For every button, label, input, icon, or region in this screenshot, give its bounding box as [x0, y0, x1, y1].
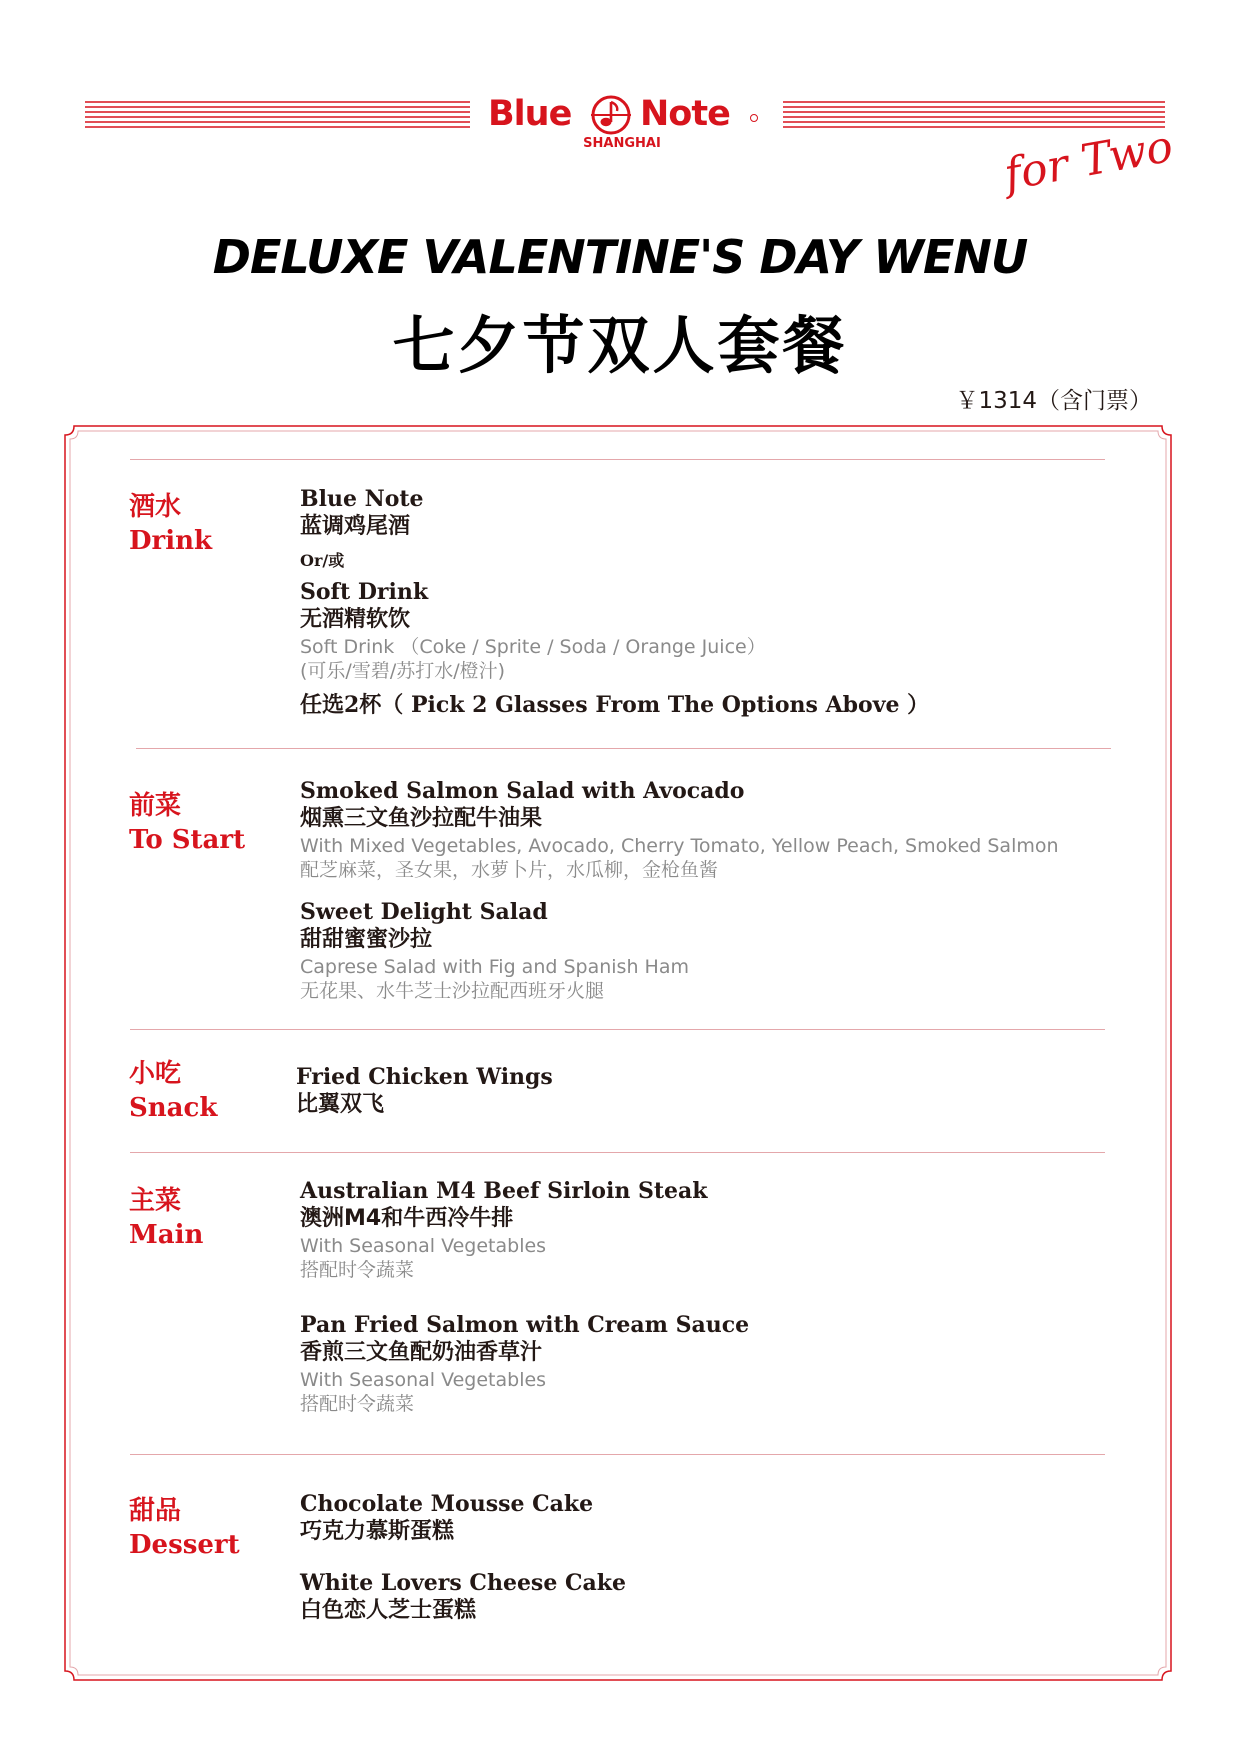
item-name-cn: 香煎三文鱼配奶油香草汁 [300, 1340, 543, 1365]
music-note-icon [590, 94, 632, 136]
menu-item-smoked-salmon-salad [300, 778, 1120, 882]
header-stripes-right [783, 100, 1165, 130]
item-name-cn: 无酒精软饮 [300, 607, 411, 632]
item-description-en: With Seasonal Vegetables [300, 1235, 547, 1257]
item-name-cn: 巧克力慕斯蛋糕 [300, 1519, 455, 1544]
category-label-cn: 主菜 [129, 1186, 182, 1216]
price-label: ￥1314（含门票） [955, 388, 1152, 414]
item-description-en: Caprese Salad with Fig and Spanish Ham [300, 956, 689, 978]
registered-mark-icon [750, 114, 758, 122]
item-name-en: White Lovers Cheese Cake [300, 1570, 626, 1596]
item-name-cn: 烟熏三文鱼沙拉配牛油果 [300, 806, 543, 831]
item-name-cn: 蓝调鸡尾酒 [300, 514, 411, 539]
category-drink [129, 490, 212, 558]
menu-item-soft-drink [300, 579, 1120, 683]
item-name-en: Australian M4 Beef Sirloin Steak [300, 1178, 708, 1204]
menu-item-sweet-delight-salad [300, 899, 1120, 1003]
pick-two-label: 任选2杯（ Pick 2 Glasses From The Options Above ） [300, 692, 930, 718]
category-snack [129, 1057, 217, 1125]
logo-word-blue: Blue [488, 94, 572, 134]
category-starter [129, 789, 245, 857]
category-label-en: To Start [129, 825, 246, 855]
category-label-en: Snack [129, 1093, 218, 1123]
item-name-cn: 澳洲M4和牛西冷牛排 [300, 1206, 514, 1231]
section-divider [130, 1454, 1105, 1455]
item-description-cn: 无花果、水牛芝士沙拉配西班牙火腿 [300, 980, 605, 1002]
or-separator [300, 548, 1120, 574]
item-description-en: With Mixed Vegetables, Avocado, Cherry Tomato, Yellow Peach, Smoked Salmon [300, 835, 1059, 857]
item-description-cn: 搭配时令蔬菜 [300, 1393, 415, 1415]
item-description-en: With Seasonal Vegetables [300, 1369, 547, 1391]
item-name-en: Pan Fried Salmon with Cream Sauce [300, 1312, 750, 1338]
item-description-cn: (可乐/雪碧/苏打水/橙汁) [300, 660, 506, 682]
section-divider [130, 459, 1105, 460]
menu-item-blue-note [300, 486, 1120, 542]
menu-item-chocolate-mousse-cake [300, 1491, 1120, 1547]
category-label-cn: 前菜 [129, 791, 182, 821]
or-label: Or/或 [300, 551, 345, 570]
item-name-en: Soft Drink [300, 579, 429, 605]
item-name-en: Chocolate Mousse Cake [300, 1491, 594, 1517]
page-title-english: DELUXE VALENTINE'S DAY WENU [212, 230, 1028, 284]
logo-subtitle: SHANGHAI [583, 136, 661, 151]
item-name-en: Sweet Delight Salad [300, 899, 548, 925]
item-description-en: Soft Drink （Coke / Sprite / Soda / Orange Juice） [300, 636, 766, 658]
blue-note-logo [488, 92, 756, 152]
category-main [129, 1184, 203, 1252]
for-two-tagline: for Two [1000, 120, 1177, 201]
category-label-cn: 酒水 [129, 492, 182, 522]
menu-item-pan-fried-salmon [300, 1312, 1120, 1416]
category-label-en: Main [129, 1220, 204, 1250]
pick-two-note [300, 690, 1120, 720]
menu-item-white-lovers-cheese-cake [300, 1570, 1120, 1626]
category-label-cn: 甜品 [129, 1496, 182, 1526]
item-name-cn: 甜甜蜜蜜沙拉 [300, 927, 433, 952]
category-label-cn: 小吃 [129, 1059, 182, 1089]
category-dessert [129, 1494, 240, 1562]
section-divider [130, 1029, 1105, 1030]
category-label-en: Drink [129, 526, 213, 556]
menu-item-fried-chicken-wings [296, 1064, 1116, 1120]
section-divider [130, 1152, 1105, 1153]
item-name-en: Smoked Salmon Salad with Avocado [300, 778, 745, 804]
item-description-cn: 配芝麻菜，圣女果，水萝卜片，水瓜柳，金枪鱼酱 [300, 859, 719, 881]
header-stripes-left [85, 100, 470, 130]
item-description-cn: 搭配时令蔬菜 [300, 1259, 415, 1281]
item-name-cn: 白色恋人芝士蛋糕 [300, 1598, 477, 1623]
page-title-chinese: 七夕节双人套餐 [392, 309, 848, 382]
item-name-en: Fried Chicken Wings [296, 1064, 553, 1090]
category-label-en: Dessert [129, 1530, 240, 1560]
logo-word-note: Note [640, 94, 730, 134]
section-divider [136, 748, 1111, 749]
item-name-en: Blue Note [300, 486, 424, 512]
menu-item-beef-sirloin-steak [300, 1178, 1120, 1282]
item-name-cn: 比翼双飞 [296, 1092, 385, 1117]
